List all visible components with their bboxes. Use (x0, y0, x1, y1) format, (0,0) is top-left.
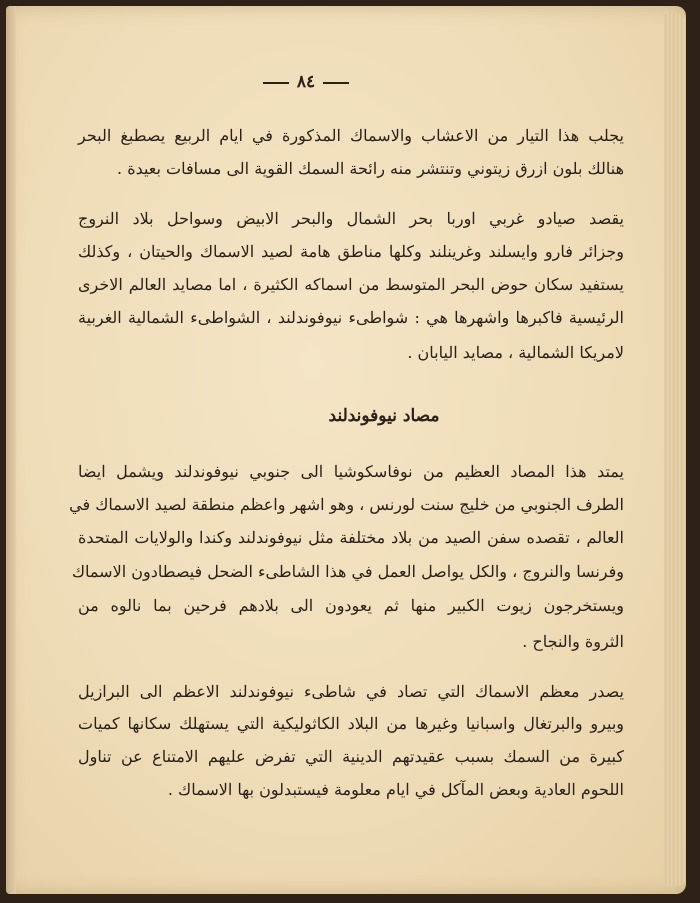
text-line: الرئيسية فاكبرها واشهرها هي : شواطىء نيوفوندلند ، الشواطىء الشمالية الغربية (78, 308, 624, 327)
text-line: يجلب هذا التيار من الاعشاب والاسماك المذكورة في ايام الربيع يصطبغ البحر (78, 126, 624, 145)
text-line: الطرف الجنوبي من خليج سنت لورنس ، وهو اشهر واعظم منطقة لصيد الاسماك في (69, 495, 624, 514)
page-number-dash-right (323, 82, 349, 84)
text-line: يستفيد سكان حوض البحر المتوسط من اسماكه الكثيرة ، اما مصايد العالم الاخرى (78, 275, 624, 294)
text-line: اللحوم العادية وبعض المآكل في ايام معلومة فيستبدلون بها الاسماك . (167, 780, 624, 799)
section-heading: مصاد نيوفوندلند (328, 406, 440, 426)
text-line: هنالك بلون ازرق زيتوني وتنتشر منه رائحة السمك القوية الى مسافات بعيدة . (117, 159, 624, 178)
text-line: الثروة والنجاح . (522, 632, 624, 651)
page-number-value: ٨٤ (296, 72, 316, 92)
text-line: وجزائر فارو وايسلند وغرينلند وكلها مناطق هامة لصيد الاسماك والحيتان ، وكذلك (78, 242, 624, 261)
page-number (6, 72, 606, 92)
text-line: يصدر معظم الاسماك التي تصاد في شاطىء نيوفوندلند الاعظم الى البرازيل (78, 682, 624, 701)
page-number-dash-left (263, 82, 289, 84)
text-line: كبيرة من السمك بسبب عقيدتهم الدينية التي تفرض عليهم الامتناع عن تناول (78, 747, 624, 766)
text-line: يقصد صيادو غربي اوربا بحر الشمال والبحر الابيض وسواحل بلاد النروج (78, 209, 624, 228)
page-edge (664, 14, 686, 886)
text-line: وبيرو والبرتغال واسبانيا وغيرها من البلاد الكاثوليكية التي يستهلك سكانها كميات (78, 714, 624, 733)
text-line: لامريكا الشمالية ، مصايد اليابان . (407, 343, 624, 362)
text-line: ويستخرجون زيوت الكبير منها ثم يعودون الى بلادهم فرحين بما نالوه من (78, 596, 624, 615)
text-line: يمتد هذا المصاد العظيم من نوفاسكوشيا الى جنوبي نيوفوندلند ويشمل ايضا (78, 462, 624, 481)
page-spine (6, 6, 16, 894)
text-line: العالم ، تقصده سفن الصيد من بلاد مختلفة مثل نيوفوندلند وكندا والولايات المتحدة (78, 528, 624, 547)
text-line: وفرنسا والنروج ، والكل يواصل العمل في هذا الشاطىء الضحل فيصطادون الاسماك (71, 562, 624, 581)
book-page (6, 6, 686, 894)
